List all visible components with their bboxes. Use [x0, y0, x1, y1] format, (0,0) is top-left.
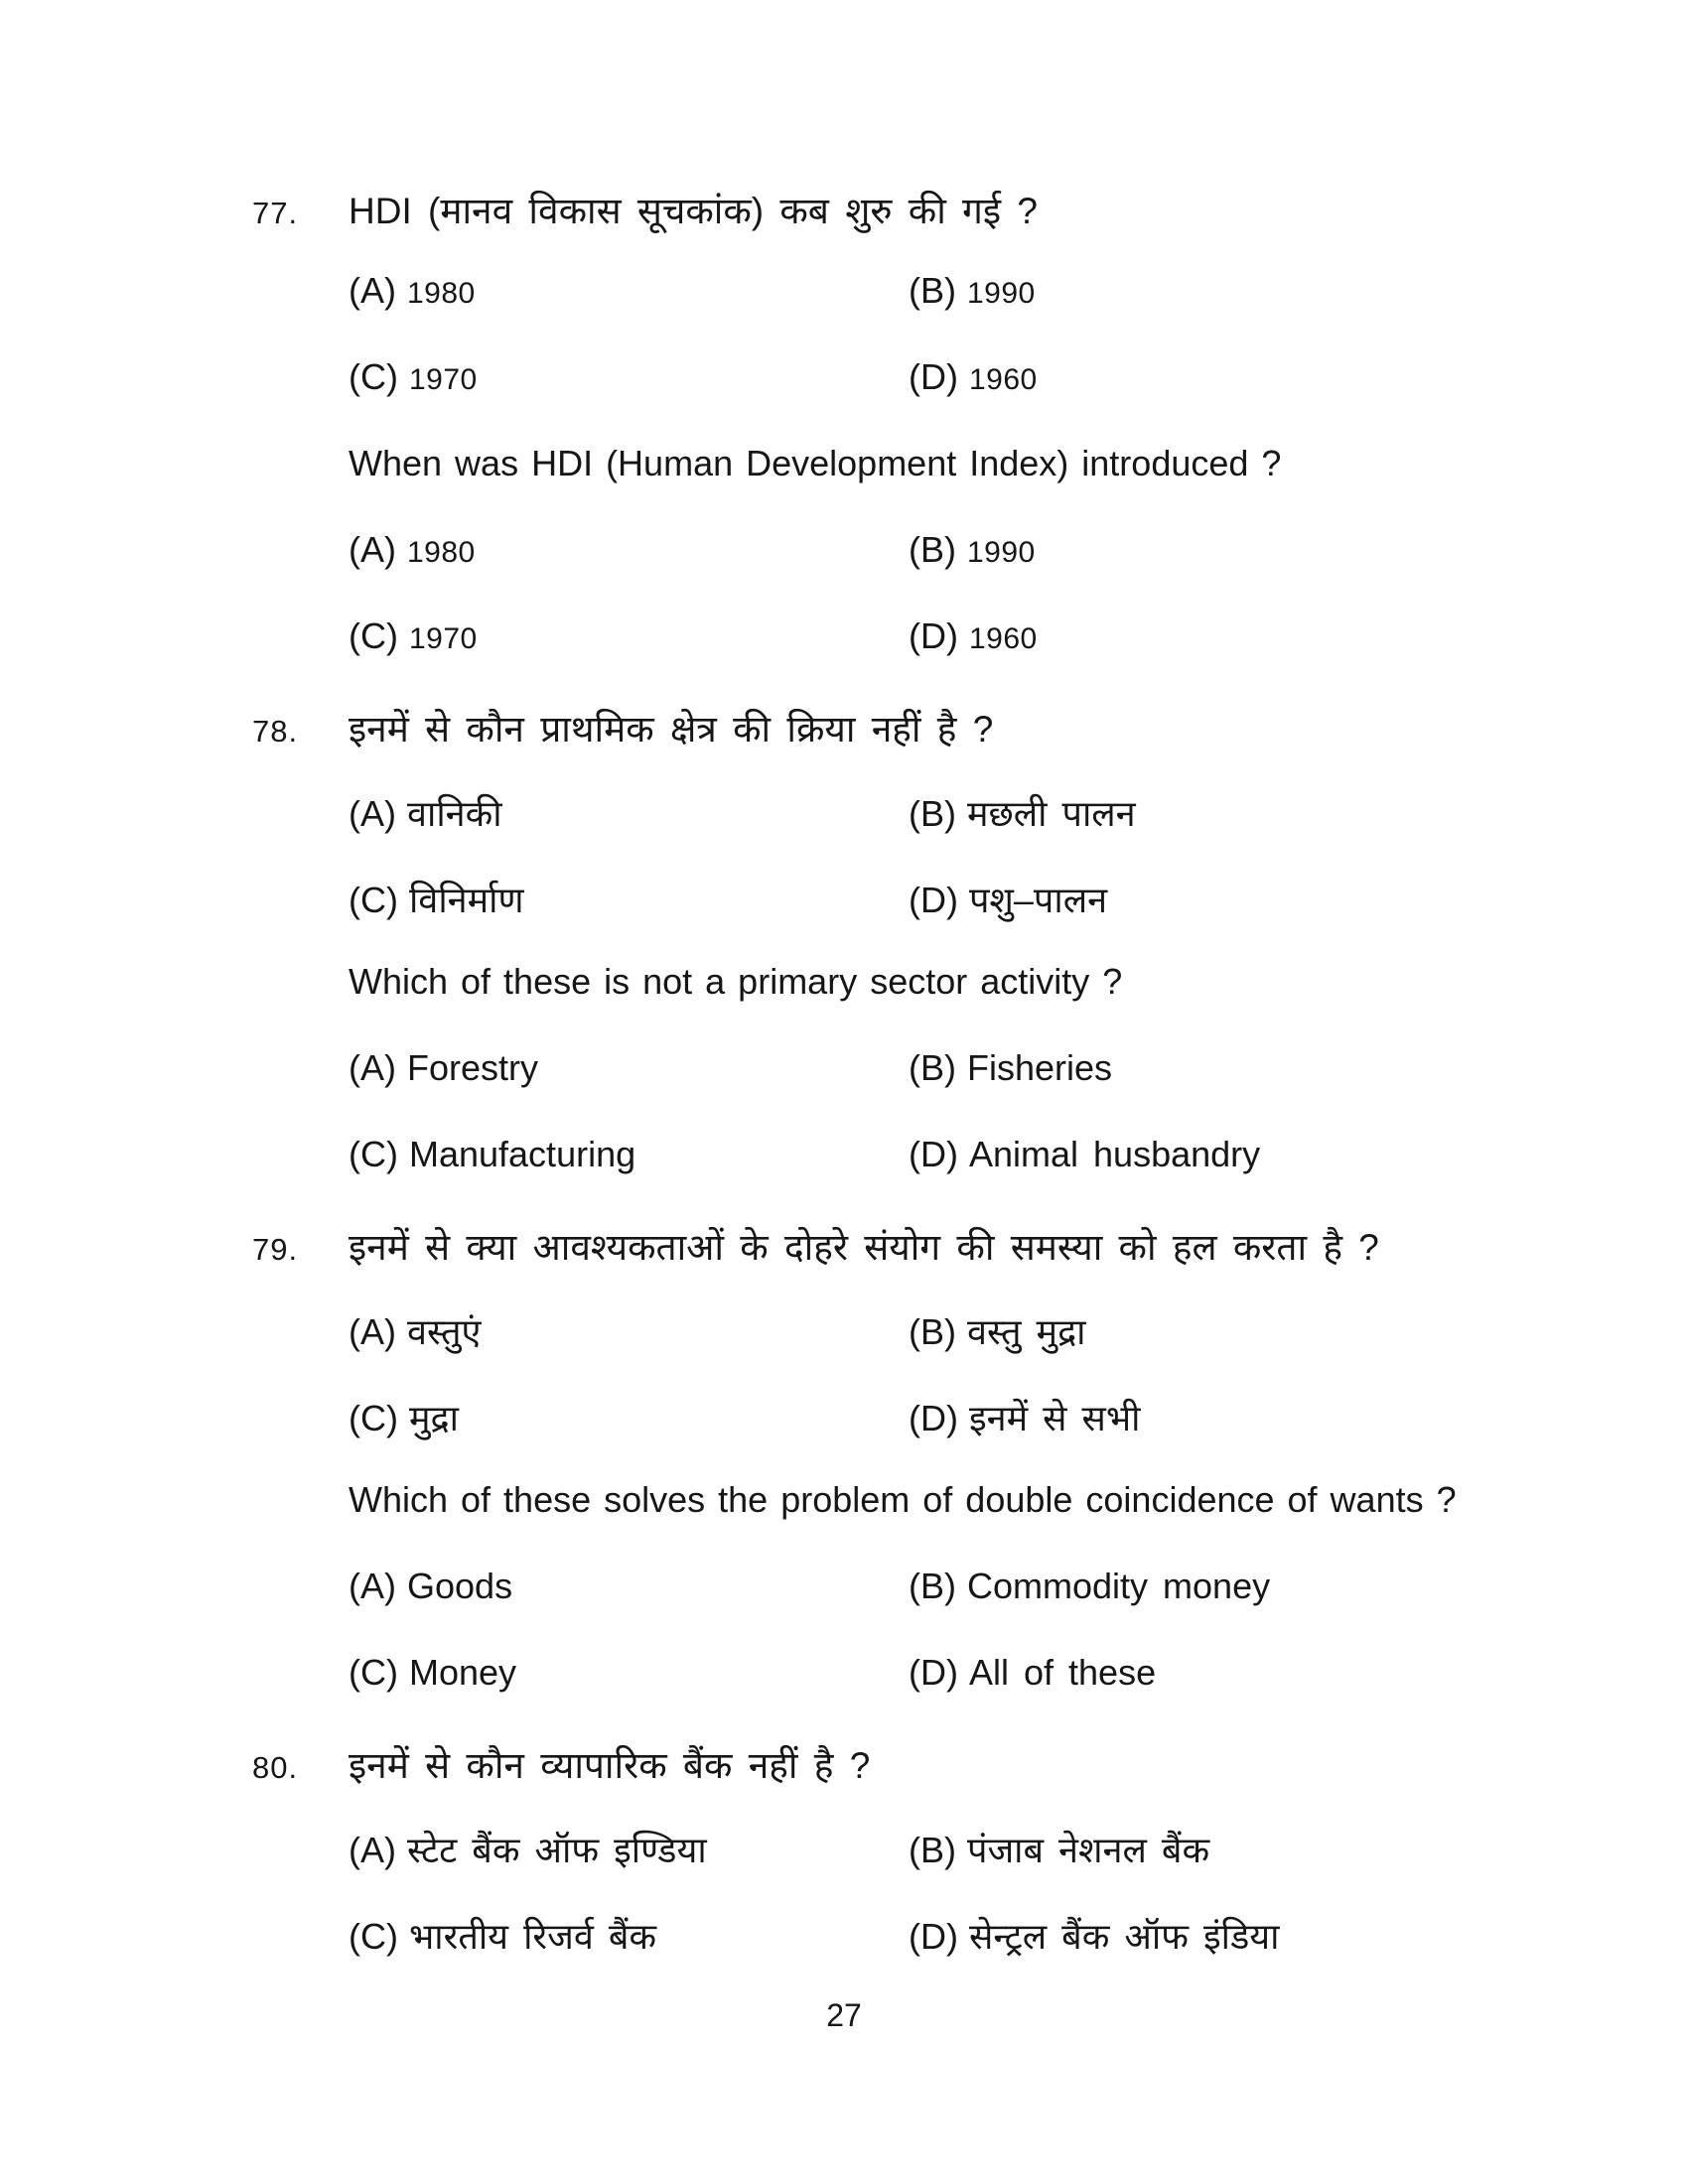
option-label: (A): [349, 1047, 396, 1088]
question-number: 79.: [252, 1232, 299, 1267]
option-78-english-a: [349, 1047, 909, 1089]
question-77-english-line: [0, 443, 1688, 490]
option-text: विनिर्माण: [408, 880, 524, 920]
option-79-hindi-a: [349, 1306, 909, 1355]
option-label: (A): [349, 529, 396, 570]
option-label: (B): [909, 1830, 956, 1870]
options-row: [0, 1652, 1688, 1700]
option-label: (C): [349, 1134, 398, 1174]
option-78-english-c: [349, 1134, 909, 1175]
option-78-hindi-d: [909, 875, 1107, 923]
options-row: [0, 529, 1688, 577]
option-text: Goods: [407, 1566, 513, 1606]
question-text-hindi: इनमें से कौन व्यापारिक बैंक नहीं है ?: [349, 1745, 871, 1786]
option-label: (C): [349, 356, 398, 397]
option-label: (B): [909, 793, 956, 834]
option-text: स्टेट बैंक ऑफ इण्डिया: [407, 1830, 707, 1870]
option-label: (D): [909, 880, 958, 920]
option-label: (B): [909, 1566, 956, 1606]
question-text-english: Which of these solves the problem of double coincidence of wants ?: [349, 1479, 1457, 1520]
question-text-hindi: HDI (मानव विकास सूचकांक) कब शुरु की गई ?: [349, 191, 1038, 231]
option-label: (D): [909, 615, 958, 656]
option-label: (C): [349, 1916, 398, 1957]
option-text: वस्तु मुद्रा: [967, 1311, 1086, 1352]
option-80-hindi-d: [909, 1911, 1279, 1960]
option-label: (B): [909, 1311, 956, 1352]
option-text: Manufacturing: [408, 1134, 636, 1174]
question-number: 78.: [252, 714, 299, 749]
option-label: (B): [909, 270, 956, 311]
option-label: (C): [349, 1652, 398, 1693]
option-text: 1990: [967, 536, 1036, 569]
option-label: (C): [349, 1398, 398, 1438]
option-77-english-b: [909, 529, 1036, 571]
question-number: 80.: [252, 1750, 299, 1785]
option-text: पंजाब नेशनल बैंक: [967, 1830, 1210, 1870]
option-80-hindi-b: [909, 1825, 1209, 1873]
options-row: [0, 1825, 1688, 1872]
option-label: (D): [909, 356, 958, 397]
option-text: Money: [408, 1652, 517, 1693]
option-80-hindi-c: [349, 1911, 909, 1960]
question-79-english-line: [0, 1479, 1688, 1527]
page-number: 27: [826, 1997, 862, 2033]
question-78-hindi-line: [0, 702, 1688, 750]
option-text: इनमें से सभी: [968, 1398, 1141, 1438]
options-row: [0, 1134, 1688, 1181]
options-row: [0, 1393, 1688, 1440]
option-text: मछली पालन: [967, 793, 1136, 834]
option-78-english-d: [909, 1134, 1260, 1175]
option-78-hindi-b: [909, 788, 1136, 837]
options-row: [0, 270, 1688, 318]
option-text: भारतीय रिजर्व बैंक: [408, 1916, 657, 1957]
option-label: (B): [909, 1047, 956, 1088]
options-row: [0, 1566, 1688, 1613]
option-text: 1970: [408, 622, 478, 655]
option-79-hindi-d: [909, 1393, 1140, 1441]
option-77-hindi-c: [349, 356, 909, 398]
question-80-hindi-line: [0, 1738, 1688, 1786]
option-79-english-b: [909, 1566, 1270, 1607]
option-text: वस्तुएं: [407, 1311, 482, 1352]
options-row: [0, 788, 1688, 836]
options-row: [0, 1911, 1688, 1959]
question-80: [0, 1738, 1688, 1959]
option-79-hindi-b: [909, 1306, 1086, 1355]
question-text-english: Which of these is not a primary sector activity ?: [349, 961, 1123, 1002]
option-79-english-d: [909, 1652, 1156, 1694]
option-text: मुद्रा: [408, 1398, 459, 1438]
option-text: Animal husbandry: [968, 1134, 1261, 1174]
option-text: 1980: [407, 536, 476, 569]
option-78-hindi-c: [349, 875, 909, 923]
question-79: [0, 1220, 1688, 1700]
option-text: सेन्ट्रल बैंक ऑफ इंडिया: [968, 1916, 1280, 1957]
options-row: [0, 875, 1688, 922]
option-text: 1970: [408, 363, 478, 396]
option-text: 1960: [968, 622, 1038, 655]
option-77-hindi-a: [349, 270, 909, 312]
question-78: [0, 702, 1688, 1181]
option-label: (A): [349, 1830, 396, 1870]
question-text-hindi: इनमें से कौन प्राथमिक क्षेत्र की क्रिया नहीं है ?: [349, 709, 994, 750]
option-label: (C): [349, 880, 398, 920]
option-78-hindi-a: [349, 788, 909, 837]
option-78-english-b: [909, 1047, 1112, 1089]
question-number: 77.: [252, 196, 299, 230]
option-label: (D): [909, 1134, 958, 1174]
option-77-english-c: [349, 615, 909, 657]
option-text: Commodity money: [967, 1566, 1271, 1606]
option-text: वानिकी: [407, 793, 502, 834]
option-77-hindi-d: [909, 356, 1038, 398]
option-79-english-a: [349, 1566, 909, 1607]
option-text: 1990: [967, 277, 1036, 310]
option-text: Fisheries: [967, 1047, 1113, 1088]
option-label: (A): [349, 270, 396, 311]
option-79-english-c: [349, 1652, 909, 1694]
question-text-hindi: इनमें से क्या आवश्यकताओं के दोहरे संयोग की समस्या को हल करता है ?: [349, 1227, 1379, 1268]
option-text: All of these: [968, 1652, 1157, 1693]
option-label: (D): [909, 1652, 958, 1693]
option-79-hindi-c: [349, 1393, 909, 1441]
option-80-hindi-a: [349, 1825, 909, 1873]
question-79-hindi-line: [0, 1220, 1688, 1268]
option-text: 1960: [968, 363, 1038, 396]
option-text: 1980: [407, 277, 476, 310]
question-78-english-line: [0, 961, 1688, 1009]
question-text-english: When was HDI (Human Development Index) introduced ?: [349, 443, 1282, 483]
options-row: [0, 615, 1688, 663]
option-label: (D): [909, 1916, 958, 1957]
option-text: Forestry: [407, 1047, 539, 1088]
options-row: [0, 356, 1688, 404]
option-label: (A): [349, 1566, 396, 1606]
option-77-english-d: [909, 615, 1038, 657]
option-label: (C): [349, 615, 398, 656]
option-label: (A): [349, 793, 396, 834]
options-row: [0, 1047, 1688, 1095]
option-77-english-a: [349, 529, 909, 571]
question-77-hindi-line: [0, 184, 1688, 231]
question-77: [0, 184, 1688, 663]
option-label: (B): [909, 529, 956, 570]
options-row: [0, 1306, 1688, 1354]
option-label: (D): [909, 1398, 958, 1438]
option-text: पशु–पालन: [968, 880, 1108, 920]
option-77-hindi-b: [909, 270, 1036, 312]
option-label: (A): [349, 1311, 396, 1352]
